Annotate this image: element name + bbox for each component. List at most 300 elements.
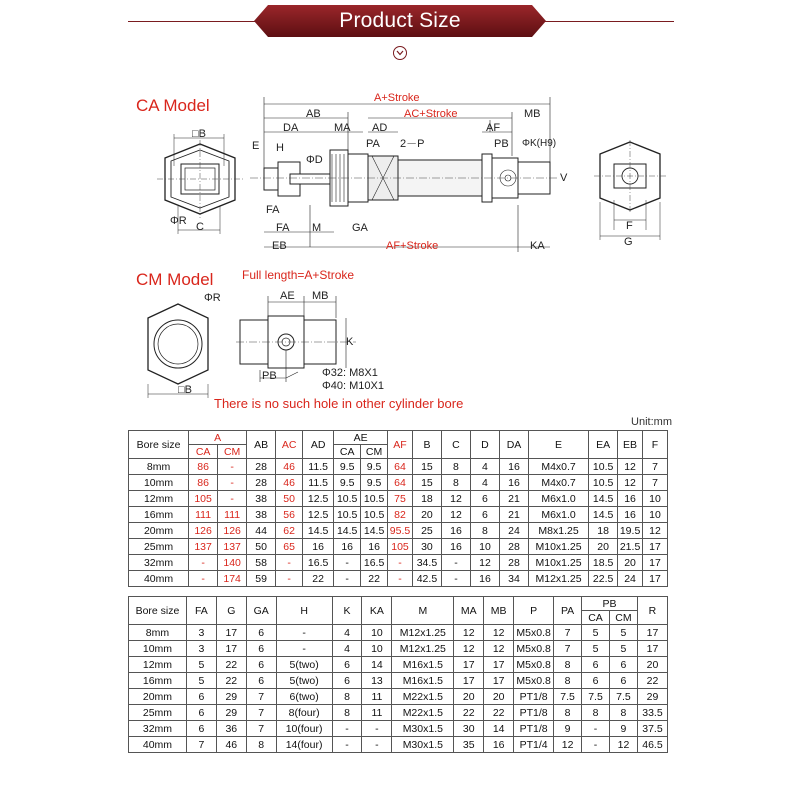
t1-body <box>129 459 668 587</box>
unit-label: Unit:mm <box>631 416 672 428</box>
t1-cell-c: 12 <box>441 507 470 523</box>
t1-h-a: A <box>189 431 247 445</box>
t1-cell-b: 30 <box>412 539 441 555</box>
t2-cell-h: 10(four) <box>276 721 332 737</box>
t2-cell-m: M22x1.5 <box>392 689 454 705</box>
t2-h-ma: MA <box>454 597 484 625</box>
t2-cell-m: M30x1.5 <box>392 721 454 737</box>
ca-dim-p: 2－P <box>400 138 425 150</box>
t2-cell-pa: 9 <box>554 721 582 737</box>
table-row <box>129 673 668 689</box>
t2-cell-pb-ca: 8 <box>582 705 610 721</box>
t1-cell-d: 10 <box>470 539 499 555</box>
t2-cell-ga: 7 <box>246 721 276 737</box>
ca-dim-ga: GA <box>352 222 368 234</box>
t1-cell-ae-ca: 10.5 <box>334 491 361 507</box>
t2-cell-ma: 22 <box>454 705 484 721</box>
t2-cell-g: 29 <box>216 705 246 721</box>
t1-h-da: DA <box>499 431 528 459</box>
table-row <box>129 491 668 507</box>
ca-dim-m: M <box>312 222 322 234</box>
t1-cell-c: 8 <box>441 475 470 491</box>
t2-cell-mb: 12 <box>484 625 514 641</box>
t2-cell-fa: 6 <box>186 721 216 737</box>
t2-cell-k: 4 <box>332 641 362 657</box>
t2-cell-g: 17 <box>216 641 246 657</box>
t1-cell-eb: 21.5 <box>618 539 643 555</box>
t1-cell-bore: 40mm <box>129 571 189 587</box>
t2-cell-pa: 7 <box>554 641 582 657</box>
t1-cell-a-cm: - <box>218 459 247 475</box>
ca-dim-ma: MA <box>334 122 351 134</box>
cm-note: There is no such hole in other cylinder bore <box>214 396 464 411</box>
t1-cell-f: 17 <box>643 539 668 555</box>
table-row <box>129 459 668 475</box>
t1-cell-ae-cm: 14.5 <box>361 523 388 539</box>
t1-cell-ad: 12.5 <box>303 507 334 523</box>
t1-cell-e: M6x1.0 <box>529 491 589 507</box>
t1-cell-b: 25 <box>412 523 441 539</box>
t1-cell-ae-ca: 14.5 <box>334 523 361 539</box>
table-row <box>129 705 668 721</box>
t1-h-a-ca: CA <box>189 445 218 459</box>
t1-h-ac: AC <box>276 431 303 459</box>
t2-cell-p: M5x0.8 <box>514 657 554 673</box>
t1-cell-a-cm: 111 <box>218 507 247 523</box>
t1-cell-ea: 18.5 <box>589 555 618 571</box>
ca-dim-square-b: □B <box>192 128 206 140</box>
t2-cell-ka: - <box>362 737 392 753</box>
t2-cell-bore: 16mm <box>129 673 187 689</box>
t1-cell-ea: 10.5 <box>589 459 618 475</box>
t1-cell-eb: 20 <box>618 555 643 571</box>
t1-cell-ac: 46 <box>276 459 303 475</box>
t2-cell-mb: 20 <box>484 689 514 705</box>
t2-cell-fa: 6 <box>186 705 216 721</box>
t1-cell-c: 16 <box>441 523 470 539</box>
t1-h-ae-cm: CM <box>361 445 388 459</box>
t2-h-g: G <box>216 597 246 625</box>
t2-cell-ga: 6 <box>246 657 276 673</box>
t2-cell-ka: 11 <box>362 705 392 721</box>
t2-cell-h: 14(four) <box>276 737 332 753</box>
t1-cell-af: 75 <box>388 491 413 507</box>
t2-cell-r: 17 <box>637 625 667 641</box>
t2-cell-h: - <box>276 641 332 657</box>
t1-cell-e: M4x0.7 <box>529 475 589 491</box>
chevron-down-icon <box>393 46 407 60</box>
t2-cell-h: 6(two) <box>276 689 332 705</box>
t1-h-af: AF <box>388 431 413 459</box>
t1-cell-ab: 44 <box>247 523 276 539</box>
t2-cell-fa: 5 <box>186 673 216 689</box>
t1-cell-ab: 58 <box>247 555 276 571</box>
t2-cell-pb-cm: 6 <box>609 673 637 689</box>
t1-cell-ae-cm: 10.5 <box>361 507 388 523</box>
t1-cell-c: - <box>441 555 470 571</box>
t2-cell-h: 5(two) <box>276 657 332 673</box>
table-row <box>129 625 668 641</box>
t1-cell-eb: 12 <box>618 475 643 491</box>
t2-cell-mb: 14 <box>484 721 514 737</box>
t2-cell-ka: - <box>362 721 392 737</box>
t1-cell-a-cm: - <box>218 491 247 507</box>
t1-cell-ae-cm: 10.5 <box>361 491 388 507</box>
t1-cell-e: M10x1.25 <box>529 555 589 571</box>
t2-cell-k: 6 <box>332 673 362 689</box>
table-row <box>129 571 668 587</box>
t1-cell-e: M12x1.25 <box>529 571 589 587</box>
t1-cell-a-ca: 111 <box>189 507 218 523</box>
t1-cell-f: 10 <box>643 507 668 523</box>
t2-cell-pa: 7.5 <box>554 689 582 705</box>
t1-cell-e: M10x1.25 <box>529 539 589 555</box>
t1-h-ae: AE <box>334 431 388 445</box>
t1-cell-e: M8x1.25 <box>529 523 589 539</box>
t2-cell-r: 17 <box>637 641 667 657</box>
t2-cell-g: 22 <box>216 657 246 673</box>
table-row <box>129 523 668 539</box>
t1-cell-ab: 28 <box>247 475 276 491</box>
ca-dim-phi-r: ΦR <box>170 215 187 227</box>
table-row <box>129 539 668 555</box>
t2-cell-ka: 10 <box>362 625 392 641</box>
t1-h-ae-ca: CA <box>334 445 361 459</box>
t2-cell-mb: 17 <box>484 657 514 673</box>
t2-cell-r: 37.5 <box>637 721 667 737</box>
t2-cell-pa: 8 <box>554 673 582 689</box>
t2-cell-ma: 30 <box>454 721 484 737</box>
page-title: Product Size <box>339 9 461 32</box>
cm-dim-k: K <box>346 336 354 348</box>
t1-cell-f: 17 <box>643 555 668 571</box>
cm-dim-o32: Φ32: M8X1 <box>322 367 378 379</box>
ca-dim-af-stroke: AF+Stroke <box>386 240 439 252</box>
t2-cell-p: M5x0.8 <box>514 673 554 689</box>
t2-cell-m: M22x1.5 <box>392 705 454 721</box>
t1-cell-f: 10 <box>643 491 668 507</box>
t1-cell-f: 7 <box>643 459 668 475</box>
t1-cell-a-ca: 105 <box>189 491 218 507</box>
t1-cell-ea: 22.5 <box>589 571 618 587</box>
t1-cell-ad: 14.5 <box>303 523 334 539</box>
t1-cell-da: 21 <box>499 507 528 523</box>
t1-cell-af: 64 <box>388 475 413 491</box>
t1-cell-ac: 65 <box>276 539 303 555</box>
t1-cell-da: 24 <box>499 523 528 539</box>
t2-cell-r: 20 <box>637 657 667 673</box>
t1-cell-a-ca: - <box>189 555 218 571</box>
t2-cell-ka: 13 <box>362 673 392 689</box>
t1-h-e: E <box>529 431 589 459</box>
t1-cell-e: M4x0.7 <box>529 459 589 475</box>
t1-cell-ae-ca: - <box>334 555 361 571</box>
t2-cell-bore: 32mm <box>129 721 187 737</box>
ca-dim-pb: PB <box>494 138 509 150</box>
ca-dim-fa-2: FA <box>276 222 290 234</box>
t2-h-m: M <box>392 597 454 625</box>
spec-table-1 <box>128 430 668 587</box>
t2-cell-p: M5x0.8 <box>514 641 554 657</box>
t1-cell-da: 16 <box>499 475 528 491</box>
t2-h-ka: KA <box>362 597 392 625</box>
t1-cell-af: - <box>388 555 413 571</box>
t1-cell-ad: 11.5 <box>303 475 334 491</box>
t2-cell-pb-cm: 12 <box>609 737 637 753</box>
ca-dim-da: DA <box>283 122 299 134</box>
spec-table-2 <box>128 596 668 753</box>
cm-dim-phi-r: ΦR <box>204 292 221 304</box>
t2-cell-h: - <box>276 625 332 641</box>
t2-cell-g: 29 <box>216 689 246 705</box>
table-row <box>129 555 668 571</box>
t2-cell-p: PT1/8 <box>514 705 554 721</box>
t1-cell-ab: 38 <box>247 491 276 507</box>
t2-h-p: P <box>514 597 554 625</box>
header-rule-left <box>128 21 261 22</box>
t1-cell-c: 8 <box>441 459 470 475</box>
t1-cell-ab: 59 <box>247 571 276 587</box>
t1-cell-a-ca: 126 <box>189 523 218 539</box>
t1-cell-da: 28 <box>499 555 528 571</box>
t1-cell-e: M6x1.0 <box>529 507 589 523</box>
t1-cell-af: 64 <box>388 459 413 475</box>
t1-cell-ae-ca: - <box>334 571 361 587</box>
ca-dim-g: G <box>624 236 633 248</box>
table-row <box>129 689 668 705</box>
t1-cell-ea: 14.5 <box>589 507 618 523</box>
t1-cell-a-ca: 86 <box>189 475 218 491</box>
t2-cell-p: PT1/4 <box>514 737 554 753</box>
t2-cell-pb-cm: 5 <box>609 625 637 641</box>
t2-cell-h: 5(two) <box>276 673 332 689</box>
t1-cell-ae-cm: 22 <box>361 571 388 587</box>
t1-cell-ea: 20 <box>589 539 618 555</box>
t1-cell-ae-cm: 9.5 <box>361 475 388 491</box>
t1-cell-eb: 16 <box>618 507 643 523</box>
t1-cell-d: 16 <box>470 571 499 587</box>
t1-cell-ae-cm: 9.5 <box>361 459 388 475</box>
t1-cell-bore: 20mm <box>129 523 189 539</box>
t1-cell-eb: 12 <box>618 459 643 475</box>
ca-dim-mb: MB <box>524 108 541 120</box>
table-row <box>129 721 668 737</box>
t1-cell-d: 12 <box>470 555 499 571</box>
t2-cell-k: 8 <box>332 705 362 721</box>
t2-cell-pa: 7 <box>554 625 582 641</box>
t2-cell-k: - <box>332 737 362 753</box>
t2-cell-ga: 6 <box>246 673 276 689</box>
ca-dim-ad: AD <box>372 122 388 134</box>
t1-cell-da: 16 <box>499 459 528 475</box>
ca-dim-eb: EB <box>272 240 287 252</box>
t1-cell-c: - <box>441 571 470 587</box>
t2-cell-g: 17 <box>216 625 246 641</box>
ca-dim-e: E <box>252 140 260 152</box>
t2-cell-pb-ca: - <box>582 721 610 737</box>
t1-cell-b: 15 <box>412 475 441 491</box>
t1-cell-bore: 10mm <box>129 475 189 491</box>
ca-dim-phi-k: ΦK(H9) <box>522 138 557 149</box>
t1-cell-d: 6 <box>470 507 499 523</box>
table-row <box>129 657 668 673</box>
t2-cell-ga: 7 <box>246 705 276 721</box>
t1-cell-ab: 50 <box>247 539 276 555</box>
t1-h-f: F <box>643 431 668 459</box>
t2-cell-pb-cm: 7.5 <box>609 689 637 705</box>
t1-cell-ea: 10.5 <box>589 475 618 491</box>
ca-dim-phi-d: ΦD <box>306 154 323 166</box>
t2-h-mb: MB <box>484 597 514 625</box>
cm-full-length: Full length=A+Stroke <box>242 268 355 282</box>
t2-cell-pb-ca: 5 <box>582 641 610 657</box>
t2-cell-fa: 7 <box>186 737 216 753</box>
ca-dim-h: H <box>276 142 284 154</box>
t2-cell-ma: 17 <box>454 673 484 689</box>
t2-cell-p: PT1/8 <box>514 689 554 705</box>
t1-cell-ac: 62 <box>276 523 303 539</box>
t2-h-fa: FA <box>186 597 216 625</box>
t2-cell-ma: 17 <box>454 657 484 673</box>
t1-cell-bore: 25mm <box>129 539 189 555</box>
t1-cell-ac: - <box>276 571 303 587</box>
t1-cell-a-cm: 126 <box>218 523 247 539</box>
t2-cell-bore: 25mm <box>129 705 187 721</box>
t1-cell-c: 12 <box>441 491 470 507</box>
t1-cell-a-ca: 86 <box>189 459 218 475</box>
t2-cell-m: M12x1.25 <box>392 625 454 641</box>
t2-cell-fa: 3 <box>186 641 216 657</box>
ca-dim-ac-stroke: AC+Stroke <box>404 108 458 120</box>
t1-cell-ae-ca: 9.5 <box>334 475 361 491</box>
t2-cell-r: 29 <box>637 689 667 705</box>
t2-cell-pb-cm: 6 <box>609 657 637 673</box>
t1-h-ab: AB <box>247 431 276 459</box>
t1-cell-d: 6 <box>470 491 499 507</box>
table-row <box>129 475 668 491</box>
t1-cell-bore: 16mm <box>129 507 189 523</box>
t1-cell-b: 34.5 <box>412 555 441 571</box>
t1-cell-ea: 14.5 <box>589 491 618 507</box>
t2-cell-mb: 17 <box>484 673 514 689</box>
t2-cell-mb: 12 <box>484 641 514 657</box>
t1-h-d: D <box>470 431 499 459</box>
ca-dim-c: C <box>196 221 204 233</box>
t2-cell-pa: 12 <box>554 737 582 753</box>
t2-cell-pb-ca: 6 <box>582 657 610 673</box>
t1-cell-ae-ca: 10.5 <box>334 507 361 523</box>
t2-cell-k: - <box>332 721 362 737</box>
t2-cell-m: M30x1.5 <box>392 737 454 753</box>
t2-cell-bore: 8mm <box>129 625 187 641</box>
t2-cell-bore: 20mm <box>129 689 187 705</box>
t2-cell-bore: 40mm <box>129 737 187 753</box>
t2-cell-r: 46.5 <box>637 737 667 753</box>
t1-cell-af: 105 <box>388 539 413 555</box>
t1-cell-ac: 56 <box>276 507 303 523</box>
t1-cell-bore: 8mm <box>129 459 189 475</box>
t2-cell-pb-cm: 5 <box>609 641 637 657</box>
t1-cell-f: 17 <box>643 571 668 587</box>
t1-cell-ae-ca: 9.5 <box>334 459 361 475</box>
t1-cell-b: 15 <box>412 459 441 475</box>
t1-cell-b: 20 <box>412 507 441 523</box>
cm-dim-square-b: □B <box>178 384 192 396</box>
t1-cell-da: 34 <box>499 571 528 587</box>
t1-cell-ad: 11.5 <box>303 459 334 475</box>
t1-cell-d: 8 <box>470 523 499 539</box>
header-banner <box>254 5 546 37</box>
header-rule-right <box>538 21 674 22</box>
t2-cell-g: 36 <box>216 721 246 737</box>
t2-h-pb-cm: CM <box>609 611 637 625</box>
t2-cell-ma: 12 <box>454 625 484 641</box>
t2-h-pa: PA <box>554 597 582 625</box>
t1-h-ea: EA <box>589 431 618 459</box>
t1-cell-eb: 19.5 <box>618 523 643 539</box>
ca-model-label: CA Model <box>136 96 210 115</box>
t2-cell-bore: 10mm <box>129 641 187 657</box>
t2-cell-pb-ca: 7.5 <box>582 689 610 705</box>
t2-cell-pb-cm: 8 <box>609 705 637 721</box>
t1-h-eb: EB <box>618 431 643 459</box>
ca-dim-pa: PA <box>366 138 380 150</box>
cm-dim-o40: Φ40: M10X1 <box>322 380 384 392</box>
t2-cell-m: M16x1.5 <box>392 657 454 673</box>
cm-dim-ae: AE <box>280 290 295 302</box>
t2-cell-h: 8(four) <box>276 705 332 721</box>
t1-cell-eb: 16 <box>618 491 643 507</box>
t2-cell-fa: 6 <box>186 689 216 705</box>
t2-cell-ga: 8 <box>246 737 276 753</box>
t2-h-pb-ca: CA <box>582 611 610 625</box>
t1-cell-af: 82 <box>388 507 413 523</box>
ca-dim-fa-1: FA <box>266 204 280 216</box>
ca-dim-af: AF <box>486 122 501 134</box>
t1-cell-ad: 16.5 <box>303 555 334 571</box>
t1-cell-eb: 24 <box>618 571 643 587</box>
t1-cell-af: 95.5 <box>388 523 413 539</box>
t2-cell-m: M12x1.25 <box>392 641 454 657</box>
t2-cell-ka: 10 <box>362 641 392 657</box>
t1-cell-a-cm: 140 <box>218 555 247 571</box>
t1-cell-ad: 12.5 <box>303 491 334 507</box>
t1-cell-d: 4 <box>470 475 499 491</box>
t1-cell-ad: 22 <box>303 571 334 587</box>
t2-cell-bore: 12mm <box>129 657 187 673</box>
t2-cell-g: 46 <box>216 737 246 753</box>
t2-h-ga: GA <box>246 597 276 625</box>
t1-cell-f: 7 <box>643 475 668 491</box>
t1-cell-af: - <box>388 571 413 587</box>
t1-cell-ae-cm: 16.5 <box>361 555 388 571</box>
t1-cell-ac: 50 <box>276 491 303 507</box>
t1-cell-a-ca: 137 <box>189 539 218 555</box>
t1-cell-da: 28 <box>499 539 528 555</box>
t2-h-pb: PB <box>582 597 638 611</box>
t2-cell-ka: 14 <box>362 657 392 673</box>
t1-h-b: B <box>412 431 441 459</box>
t2-body <box>129 625 668 753</box>
t2-h-k: K <box>332 597 362 625</box>
t2-cell-pa: 8 <box>554 705 582 721</box>
t2-h-h: H <box>276 597 332 625</box>
t1-cell-bore: 32mm <box>129 555 189 571</box>
t1-cell-ab: 38 <box>247 507 276 523</box>
t1-cell-a-ca: - <box>189 571 218 587</box>
t2-cell-k: 6 <box>332 657 362 673</box>
t1-cell-ae-cm: 16 <box>361 539 388 555</box>
